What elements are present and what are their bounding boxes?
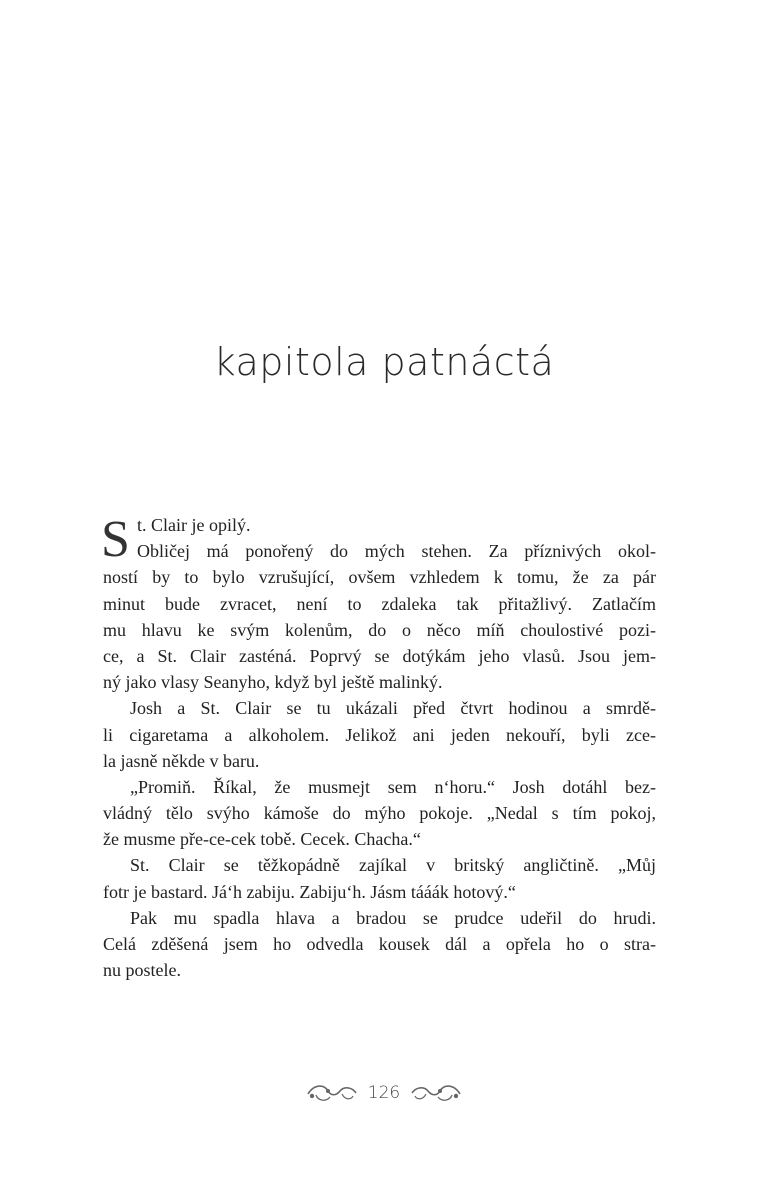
paragraph-line: fotr je bastard. Já‘h zabiju. Zabiju‘h. Jásm tááák hotový.“	[103, 881, 516, 902]
paragraph-line: že musme pře-ce-cek tobě. Cecek. Chacha.“	[103, 829, 421, 850]
paragraph-line: la jasně někde v baru.	[103, 750, 260, 771]
paragraph-line: Pak mu spadla hlava a bradou se prudce udeřil do hrudi.	[130, 907, 656, 928]
paragraph-line: nu postele.	[103, 960, 181, 981]
body-text	[103, 512, 656, 983]
ornament-left-icon	[306, 1082, 358, 1104]
paragraph-line: „Promiň. Říkal, že musmejt sem n‘horu.“ Josh dotáhl bez-	[130, 776, 656, 797]
paragraph-line: Celá zděšená jsem ho odvedla kousek dál a opřela ho o stra-	[103, 934, 656, 954]
paragraph-line: St. Clair se těžkopádně zajíkal v britský angličtině. „Můj	[130, 855, 656, 876]
chapter-title: kapitola patnáctá	[213, 340, 555, 384]
paragraph-line: t. Clair je opilý.	[137, 515, 251, 535]
paragraph-line: ností by to bylo vzrušující, ovšem vzhledem k tomu, že za pár	[103, 567, 656, 588]
paragraph-line: Obličej má ponořený do mých stehen. Za příznivých okol-	[137, 541, 656, 562]
paragraph-line: vládný tělo svýho kámoše do mýho pokoje. „Nedal s tím pokoj,	[103, 803, 656, 824]
paragraph-line: ce, a St. Clair zasténá. Poprvý se dotýkám jeho vlasů. Jsou jem-	[103, 645, 656, 666]
paragraph-line: Josh a St. Clair se tu ukázali před čtvrt hodinou a smrdě-	[130, 698, 656, 719]
drop-cap: S	[101, 511, 130, 568]
page-footer	[0, 1082, 768, 1104]
page-number: 126	[367, 1083, 401, 1103]
paragraph-line: minut bude zvracet, není to zdaleka tak přitažlivý. Zatlačím	[103, 593, 656, 614]
paragraph-line: mu hlavu ke svým kolenům, do o něco míň choulostivé pozi-	[103, 619, 656, 640]
ornament-right-icon	[410, 1082, 462, 1104]
paragraph-line: li cigaretama a alkoholem. Jelikož ani jeden nekouří, byli zce-	[103, 724, 656, 745]
paragraph-line: ný jako vlasy Seanyho, když byl ještě malinký.	[103, 672, 443, 693]
